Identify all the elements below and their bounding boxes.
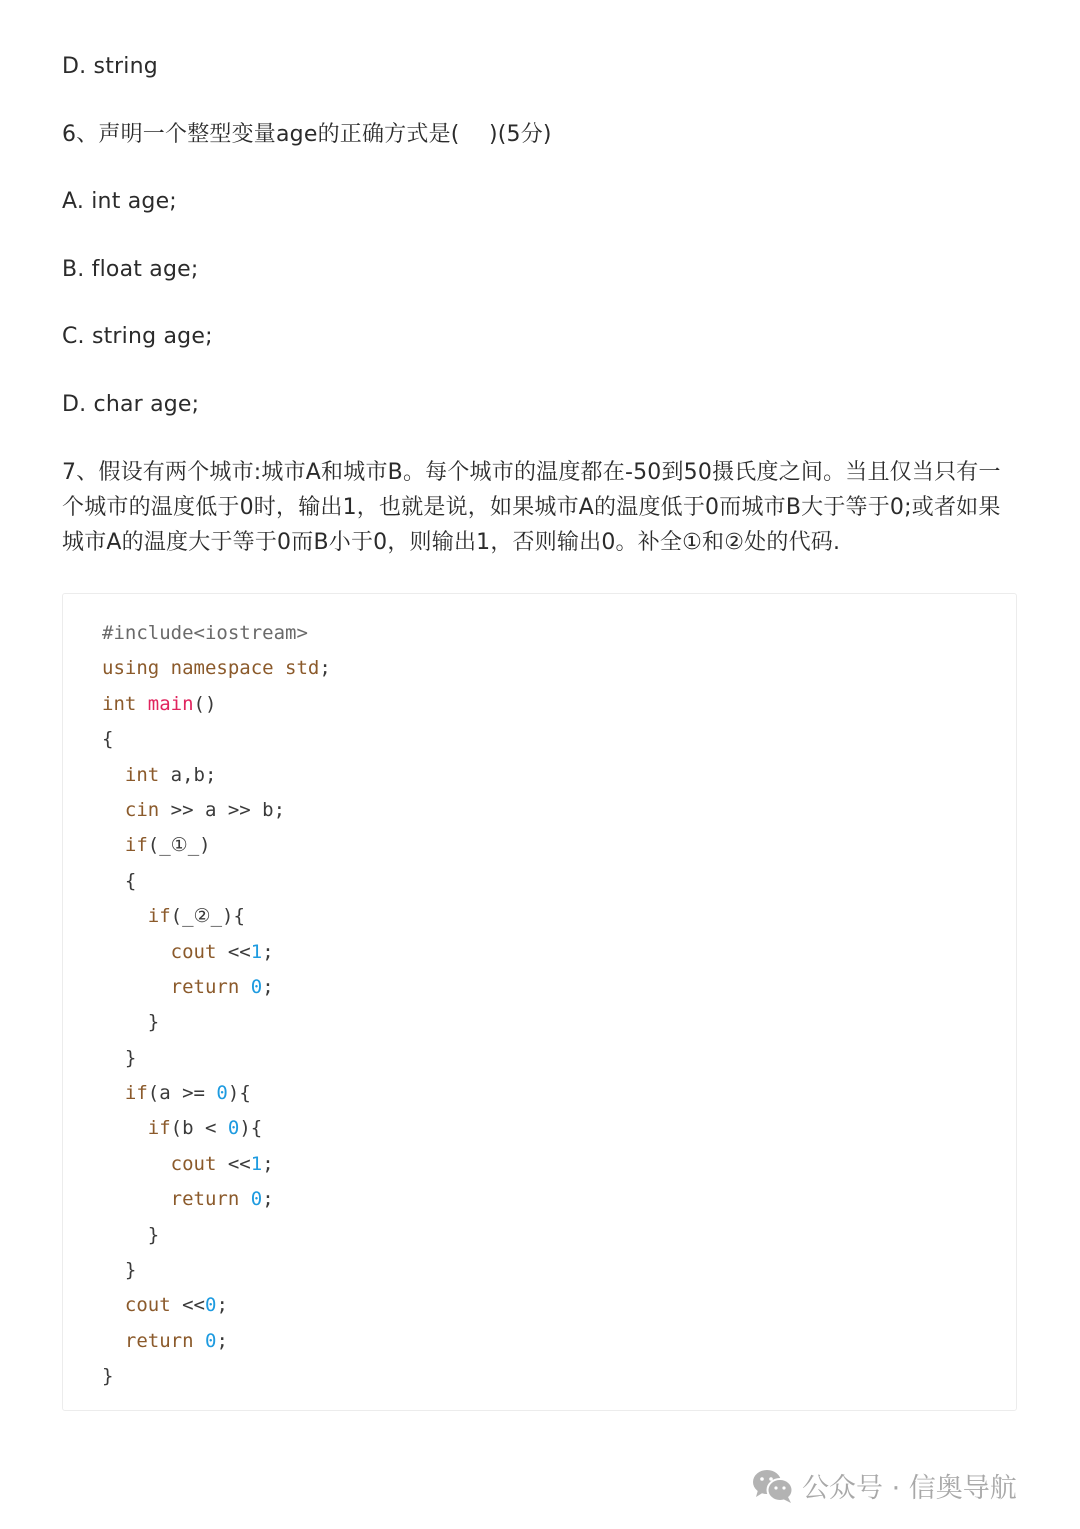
code-line — [102, 687, 331, 722]
code-token-plain: ; — [262, 975, 274, 998]
code-line — [102, 616, 331, 651]
code-token-kw: cin — [124, 798, 160, 821]
code-token-plain — [239, 976, 250, 998]
code-token-plain: ; — [262, 1152, 274, 1175]
code-token-plain — [102, 799, 125, 821]
code-token-kw: if — [147, 905, 171, 928]
code-token-kw: cout — [170, 940, 217, 963]
code-line — [102, 899, 331, 934]
code-token-plain: << — [170, 1294, 205, 1317]
code-token-plain: ; — [262, 1188, 274, 1211]
code-token-plain: (_②_){ — [170, 905, 245, 928]
code-token-plain — [102, 905, 148, 927]
code-line — [102, 1288, 331, 1323]
question-6-stem: 6、声明一个整型变量age的正确方式是( )(5分) — [62, 122, 552, 147]
q6-option-b: B. float age; — [62, 257, 199, 282]
code-token-kw: int — [102, 692, 148, 715]
code-line — [102, 1253, 331, 1288]
code-token-kw: using namespace std — [102, 657, 320, 680]
code-token-num: 0 — [227, 1117, 240, 1140]
code-token-plain: } — [102, 1259, 137, 1282]
code-line — [102, 1359, 331, 1394]
code-token-plain: ; — [319, 657, 331, 680]
code-token-kw: if — [124, 1082, 148, 1105]
code-token-plain: (_①_) — [147, 834, 211, 857]
code-token-plain — [102, 1188, 171, 1210]
code-token-plain: () — [193, 692, 217, 715]
code-token-plain: } — [102, 1223, 160, 1246]
code-token-plain: } — [102, 1365, 114, 1388]
question-7-stem: 7、假设有两个城市:城市A和城市B。每个城市的温度都在-50到50摄氏度之间。当且仅当只有一个城市的温度低于0时，输出1，也就是说，如果城市A的温度低于0而城市B大于等于0;或者如果城市A的温度大于等于0而B小于0，则输出1，否则输出0。补全①和②处的代码. — [62, 460, 1001, 555]
code-token-plain — [239, 1188, 250, 1210]
code-token-plain — [102, 764, 125, 786]
q6-option-a: A. int age; — [62, 189, 177, 214]
code-line — [102, 1324, 331, 1359]
code-line — [102, 935, 331, 970]
option-d-prev: D. string — [62, 54, 158, 79]
code-token-plain: (a >= — [147, 1082, 217, 1105]
code-content — [102, 616, 331, 1395]
code-token-plain — [194, 1330, 205, 1352]
code-token-meta: #include<iostream> — [102, 622, 308, 644]
code-token-plain: { — [102, 869, 137, 892]
code-token-plain — [102, 1330, 125, 1352]
code-token-plain — [102, 976, 171, 998]
code-line — [102, 1041, 331, 1076]
q6-option-d: D. char age; — [62, 392, 200, 417]
code-token-kw: int — [124, 763, 160, 786]
code-token-plain — [102, 1117, 148, 1139]
code-line — [102, 1076, 331, 1111]
code-token-plain — [102, 1294, 125, 1316]
code-line — [102, 1111, 331, 1146]
q6-option-c: C. string age; — [62, 324, 213, 349]
code-token-num: 0 — [250, 1188, 263, 1211]
code-token-plain — [102, 941, 171, 963]
code-token-plain: ){ — [239, 1117, 263, 1140]
code-token-kw: if — [147, 1117, 171, 1140]
code-line — [102, 864, 331, 899]
code-line — [102, 1218, 331, 1253]
code-line — [102, 722, 331, 757]
code-token-kw: cout — [124, 1294, 171, 1317]
code-token-num: 1 — [250, 1152, 263, 1175]
code-token-plain: << — [216, 940, 251, 963]
code-line — [102, 1182, 331, 1217]
code-token-kw: return — [170, 1188, 240, 1211]
code-token-num: 0 — [216, 1082, 228, 1105]
code-line — [102, 651, 331, 686]
code-token-plain: a,b; — [159, 763, 217, 786]
code-token-plain: } — [102, 1011, 160, 1034]
code-token-kw: return — [124, 1329, 194, 1352]
code-token-kw: if — [124, 834, 148, 857]
code-line — [102, 828, 331, 863]
code-token-num: 0 — [250, 975, 263, 998]
code-token-kw: return — [170, 975, 240, 998]
code-token-plain — [102, 1153, 171, 1175]
code-token-plain: ){ — [227, 1082, 251, 1105]
footer-label: 公众号 · 信奥导航 — [802, 1473, 1017, 1504]
code-token-num: 1 — [250, 940, 263, 963]
code-token-plain: (b < — [170, 1117, 228, 1140]
code-token-plain: << — [216, 1152, 251, 1175]
code-token-plain: ; — [216, 1329, 228, 1352]
code-line — [102, 1005, 331, 1040]
code-token-plain: { — [102, 728, 114, 751]
code-token-num: 0 — [204, 1294, 217, 1317]
code-line — [102, 1147, 331, 1182]
code-token-plain: ; — [216, 1294, 228, 1317]
code-line — [102, 758, 331, 793]
footer-attribution — [752, 1466, 1017, 1505]
code-line — [102, 970, 331, 1005]
code-token-plain: >> a >> b; — [159, 798, 286, 821]
code-line — [102, 793, 331, 828]
code-token-plain: ; — [262, 940, 274, 963]
code-block — [62, 593, 1017, 1411]
code-token-kw: cout — [170, 1152, 217, 1175]
code-token-num: 0 — [204, 1329, 217, 1352]
code-token-plain — [102, 834, 125, 856]
wechat-icon — [752, 1468, 794, 1504]
code-token-plain — [102, 1082, 125, 1104]
code-token-fn: main — [147, 692, 194, 715]
code-token-plain: } — [102, 1046, 137, 1069]
